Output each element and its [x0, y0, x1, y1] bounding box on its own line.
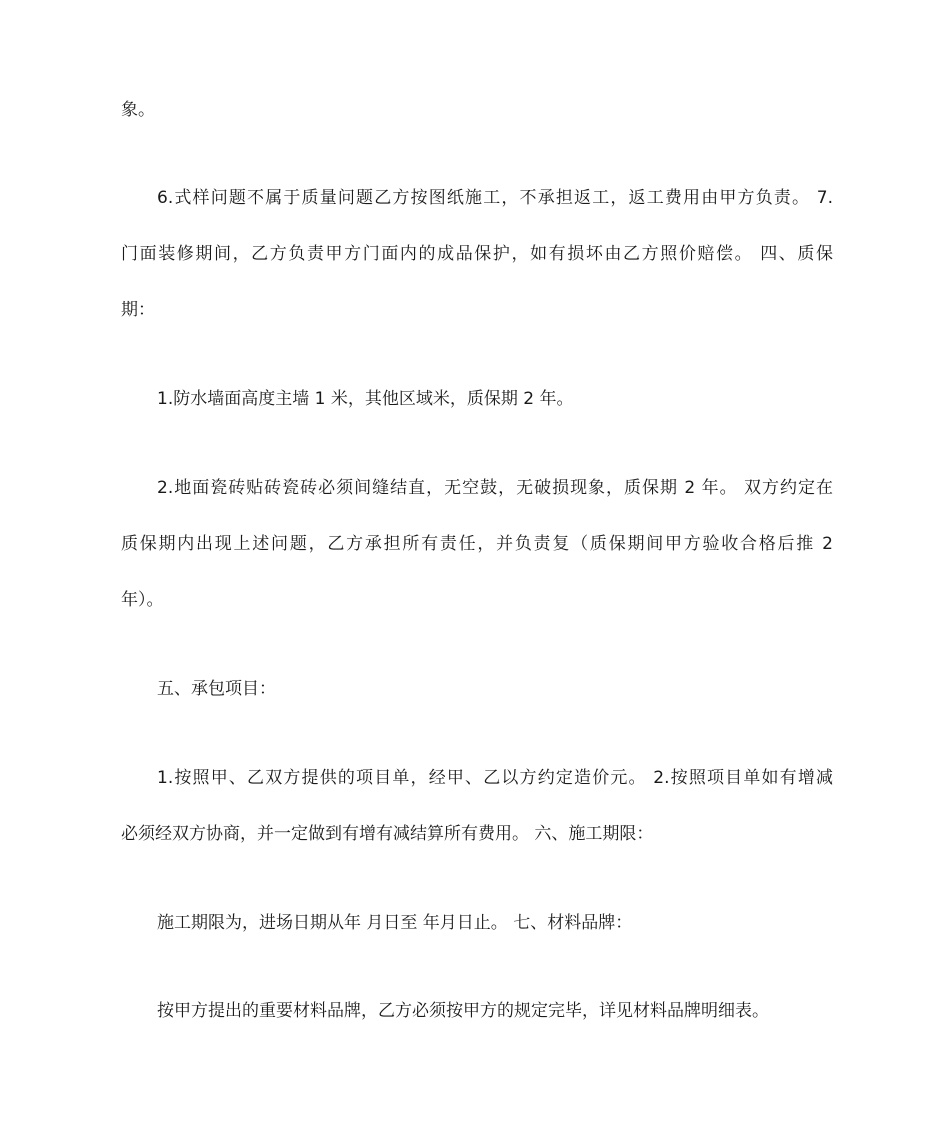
warranty-item-2-line-2: 质保期内出现上述问题，乙方承担所有责任，并负责复（质保期间甲方验收合格后推 2 — [121, 534, 833, 554]
warranty-item-2-line-3: 年）。 — [121, 590, 164, 610]
text-line-continuation: 象。 — [121, 100, 155, 120]
warranty-item-2-line-1: 2.地面瓷砖贴砖瓷砖必须间缝结直，无空鼓，无破损现象，质保期 2 年。 双方约定在 — [157, 478, 833, 498]
section-4-heading-end: 期： — [121, 300, 155, 320]
construction-period-line: 施工期限为，进场日期从年 月日至 年月日止。 七、材料品牌： — [157, 913, 633, 933]
section-5-heading: 五、承包项目： — [157, 679, 276, 699]
material-brand-line: 按甲方提出的重要材料品牌，乙方必须按甲方的规定完毕，详见材料品牌明细表。 — [157, 1001, 769, 1021]
paragraph-6-line-1: 6.式样问题不属于质量问题乙方按图纸施工，不承担返工，返工费用由甲方负责。 7. — [157, 188, 833, 208]
warranty-item-1: 1.防水墙面高度主墙 1 米，其他区域米，质保期 2 年。 — [157, 389, 574, 409]
contract-item-line-2: 必须经双方协商，并一定做到有增有减结算所有费用。 六、施工期限： — [121, 824, 654, 844]
contract-item-line-1: 1.按照甲、乙双方提供的项目单，经甲、乙以方约定造价元。 2.按照项目单如有增减 — [157, 768, 833, 788]
paragraph-7-line: 门面装修期间，乙方负责甲方门面内的成品保护，如有损坏由乙方照价赔偿。 四、质保 — [121, 244, 833, 264]
